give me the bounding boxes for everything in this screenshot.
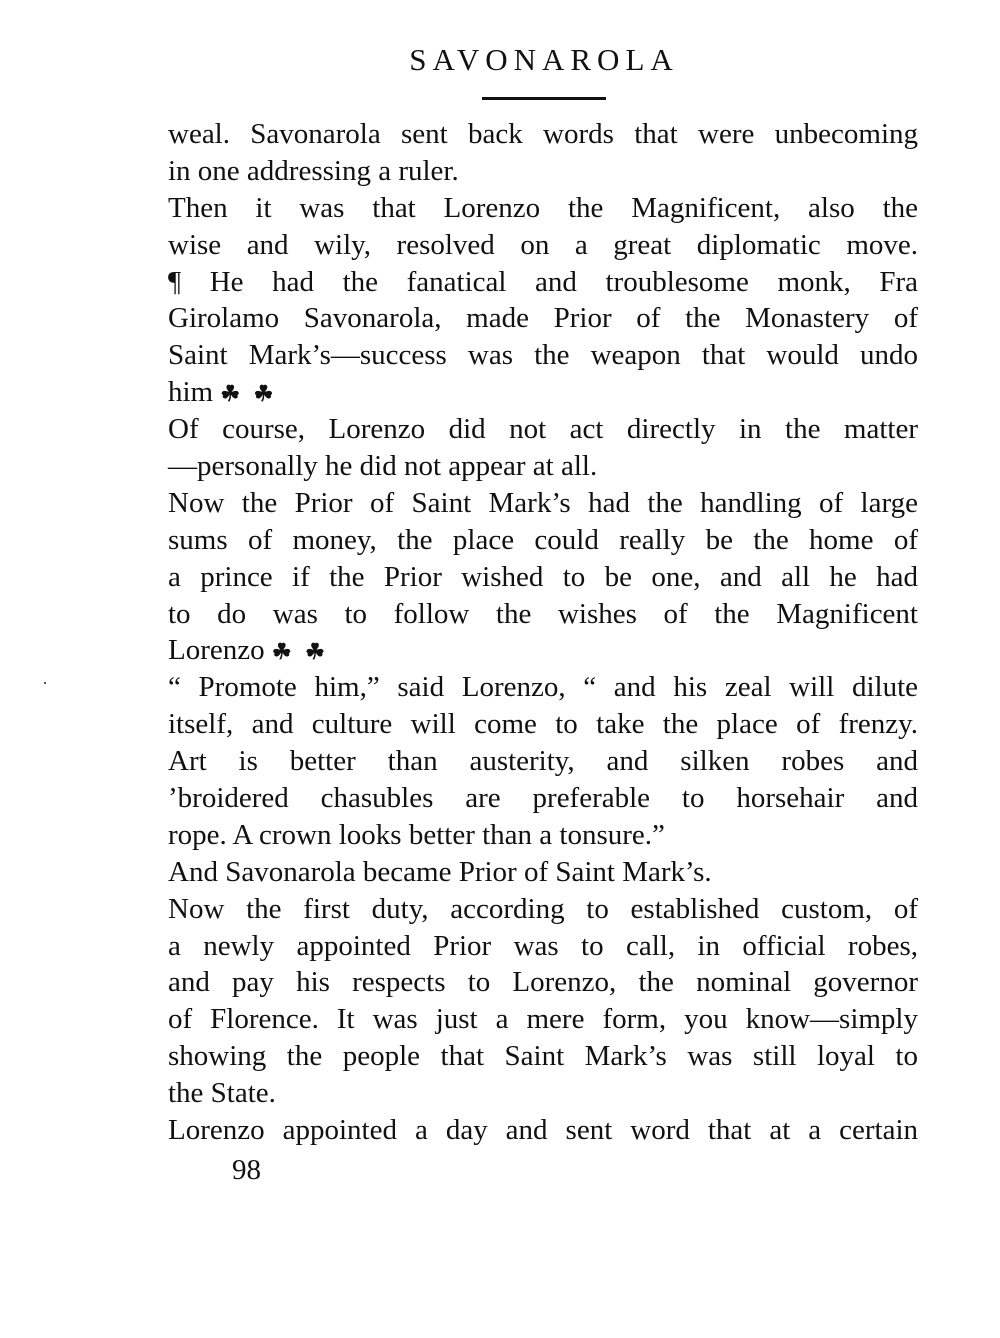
text-line: Art is better than austerity, and silken robes and [168,745,918,778]
text-line: him [168,376,214,409]
text-line: of Florence. It was just a mere form, you know—simply [168,1003,918,1036]
text-line: in one addressing a ruler. [168,154,459,187]
head-rule [482,97,606,100]
text-line: “ Promote him,” said Lorenzo, “ and his zeal will dilute [168,671,918,704]
text-line: rope. A crown looks better than a tonsure.” [168,818,665,851]
text-line: Girolamo Savonarola, made Prior of the Monastery of [168,302,918,335]
text-line: And Savonarola became Prior of Saint Mark’s. [168,855,712,888]
text-line: ’broidered chasubles are preferable to horsehair and [168,782,918,815]
text-line: Now the first duty, according to established custom, of [168,892,918,925]
text-line: —personally he did not appear at all. [168,450,598,483]
page-number: 98 [232,1154,261,1186]
text-line: a prince if the Prior wished to be one, and all he had [168,560,918,593]
text-line: Lorenzo appointed a day and sent word that at a certain [168,1114,918,1147]
text-line: to do was to follow the wishes of the Magnificent [168,597,918,630]
text-line: and pay his respects to Lorenzo, the nominal governor [168,966,918,999]
ornament-icon: ☘ ☘ [220,381,278,407]
text-line: sums of money, the place could really be the home of [168,523,918,556]
margin-speck [44,682,46,684]
text-line: itself, and culture will come to take the place of frenzy. [168,708,918,741]
text-line: Of course, Lorenzo did not act directly in the matter [168,413,918,446]
text-line: wise and wily, resolved on a great diplomatic move. [168,228,918,261]
text-line: Then it was that Lorenzo the Magnificent, also the [168,191,918,224]
text-line: Lorenzo [168,634,265,667]
text-line: the State. [168,1077,276,1110]
text-line: Now the Prior of Saint Mark’s had the handling of large [168,486,918,519]
text-line: showing the people that Saint Mark’s was still loyal to [168,1040,918,1073]
text-line: Saint Mark’s—success was the weapon that would undo [168,339,918,372]
text-line-with-ornament [168,632,918,669]
body-text [168,116,918,1149]
ornament-icon: ☘ ☘ [271,639,329,665]
text-line-with-ornament [168,374,918,411]
running-head: SAVONAROLA [409,42,679,77]
text-line: ¶ He had the fanatical and troublesome monk, Fra [168,265,918,298]
text-line: a newly appointed Prior was to call, in official robes, [168,929,918,962]
text-line: weal. Savonarola sent back words that were unbecoming [168,118,918,150]
